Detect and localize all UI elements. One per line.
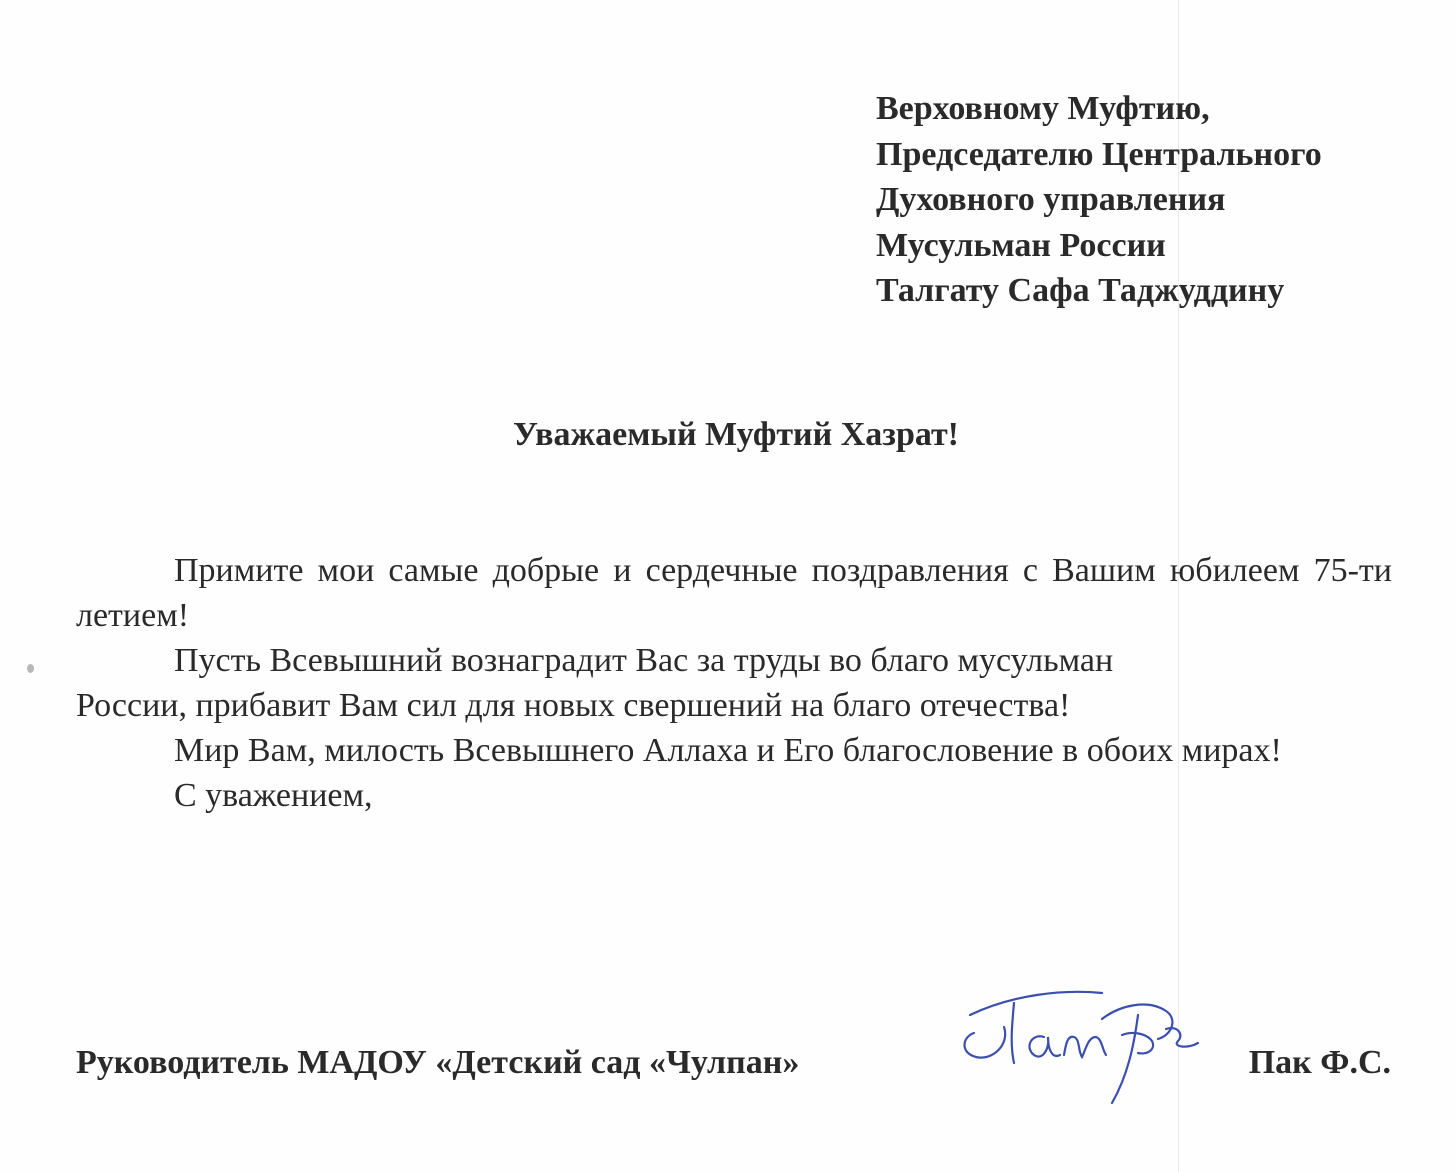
addressee-line: Верховному Муфтию, (876, 90, 1210, 127)
handwritten-signature-icon (952, 975, 1212, 1110)
addressee-block (876, 86, 1436, 314)
body-paragraph: Примите мои самые добрые и сердечные поздравления с Вашим юбилеем 75-ти летием! (76, 552, 1392, 634)
addressee-line: Талгату Сафа Таджуддину (876, 272, 1285, 309)
addressee-line: Духовного управления (876, 181, 1226, 218)
body-paragraph: С уважением, (174, 777, 373, 814)
body-paragraph: Пусть Всевышний вознаградит Вас за труды во благо мусульман (174, 642, 1114, 679)
body-paragraph: России, прибавит Вам сил для новых свершений на благо отечества! (76, 687, 1071, 724)
addressee-line: Мусульман России (876, 226, 1166, 264)
letter-body (76, 548, 1392, 818)
body-paragraph: Мир Вам, милость Всевышнего Аллаха и Его благословение в обоих мирах! (174, 732, 1282, 769)
signer-position: Руководитель МАДОУ «Детский сад «Чулпан» (76, 1044, 800, 1081)
salutation: Уважаемый Муфтий Хазрат! (512, 416, 960, 453)
addressee-line: Председателю Центрального (876, 135, 1322, 173)
scan-speck (27, 664, 34, 673)
signer-name: Пак Ф.С. (1248, 1044, 1391, 1081)
